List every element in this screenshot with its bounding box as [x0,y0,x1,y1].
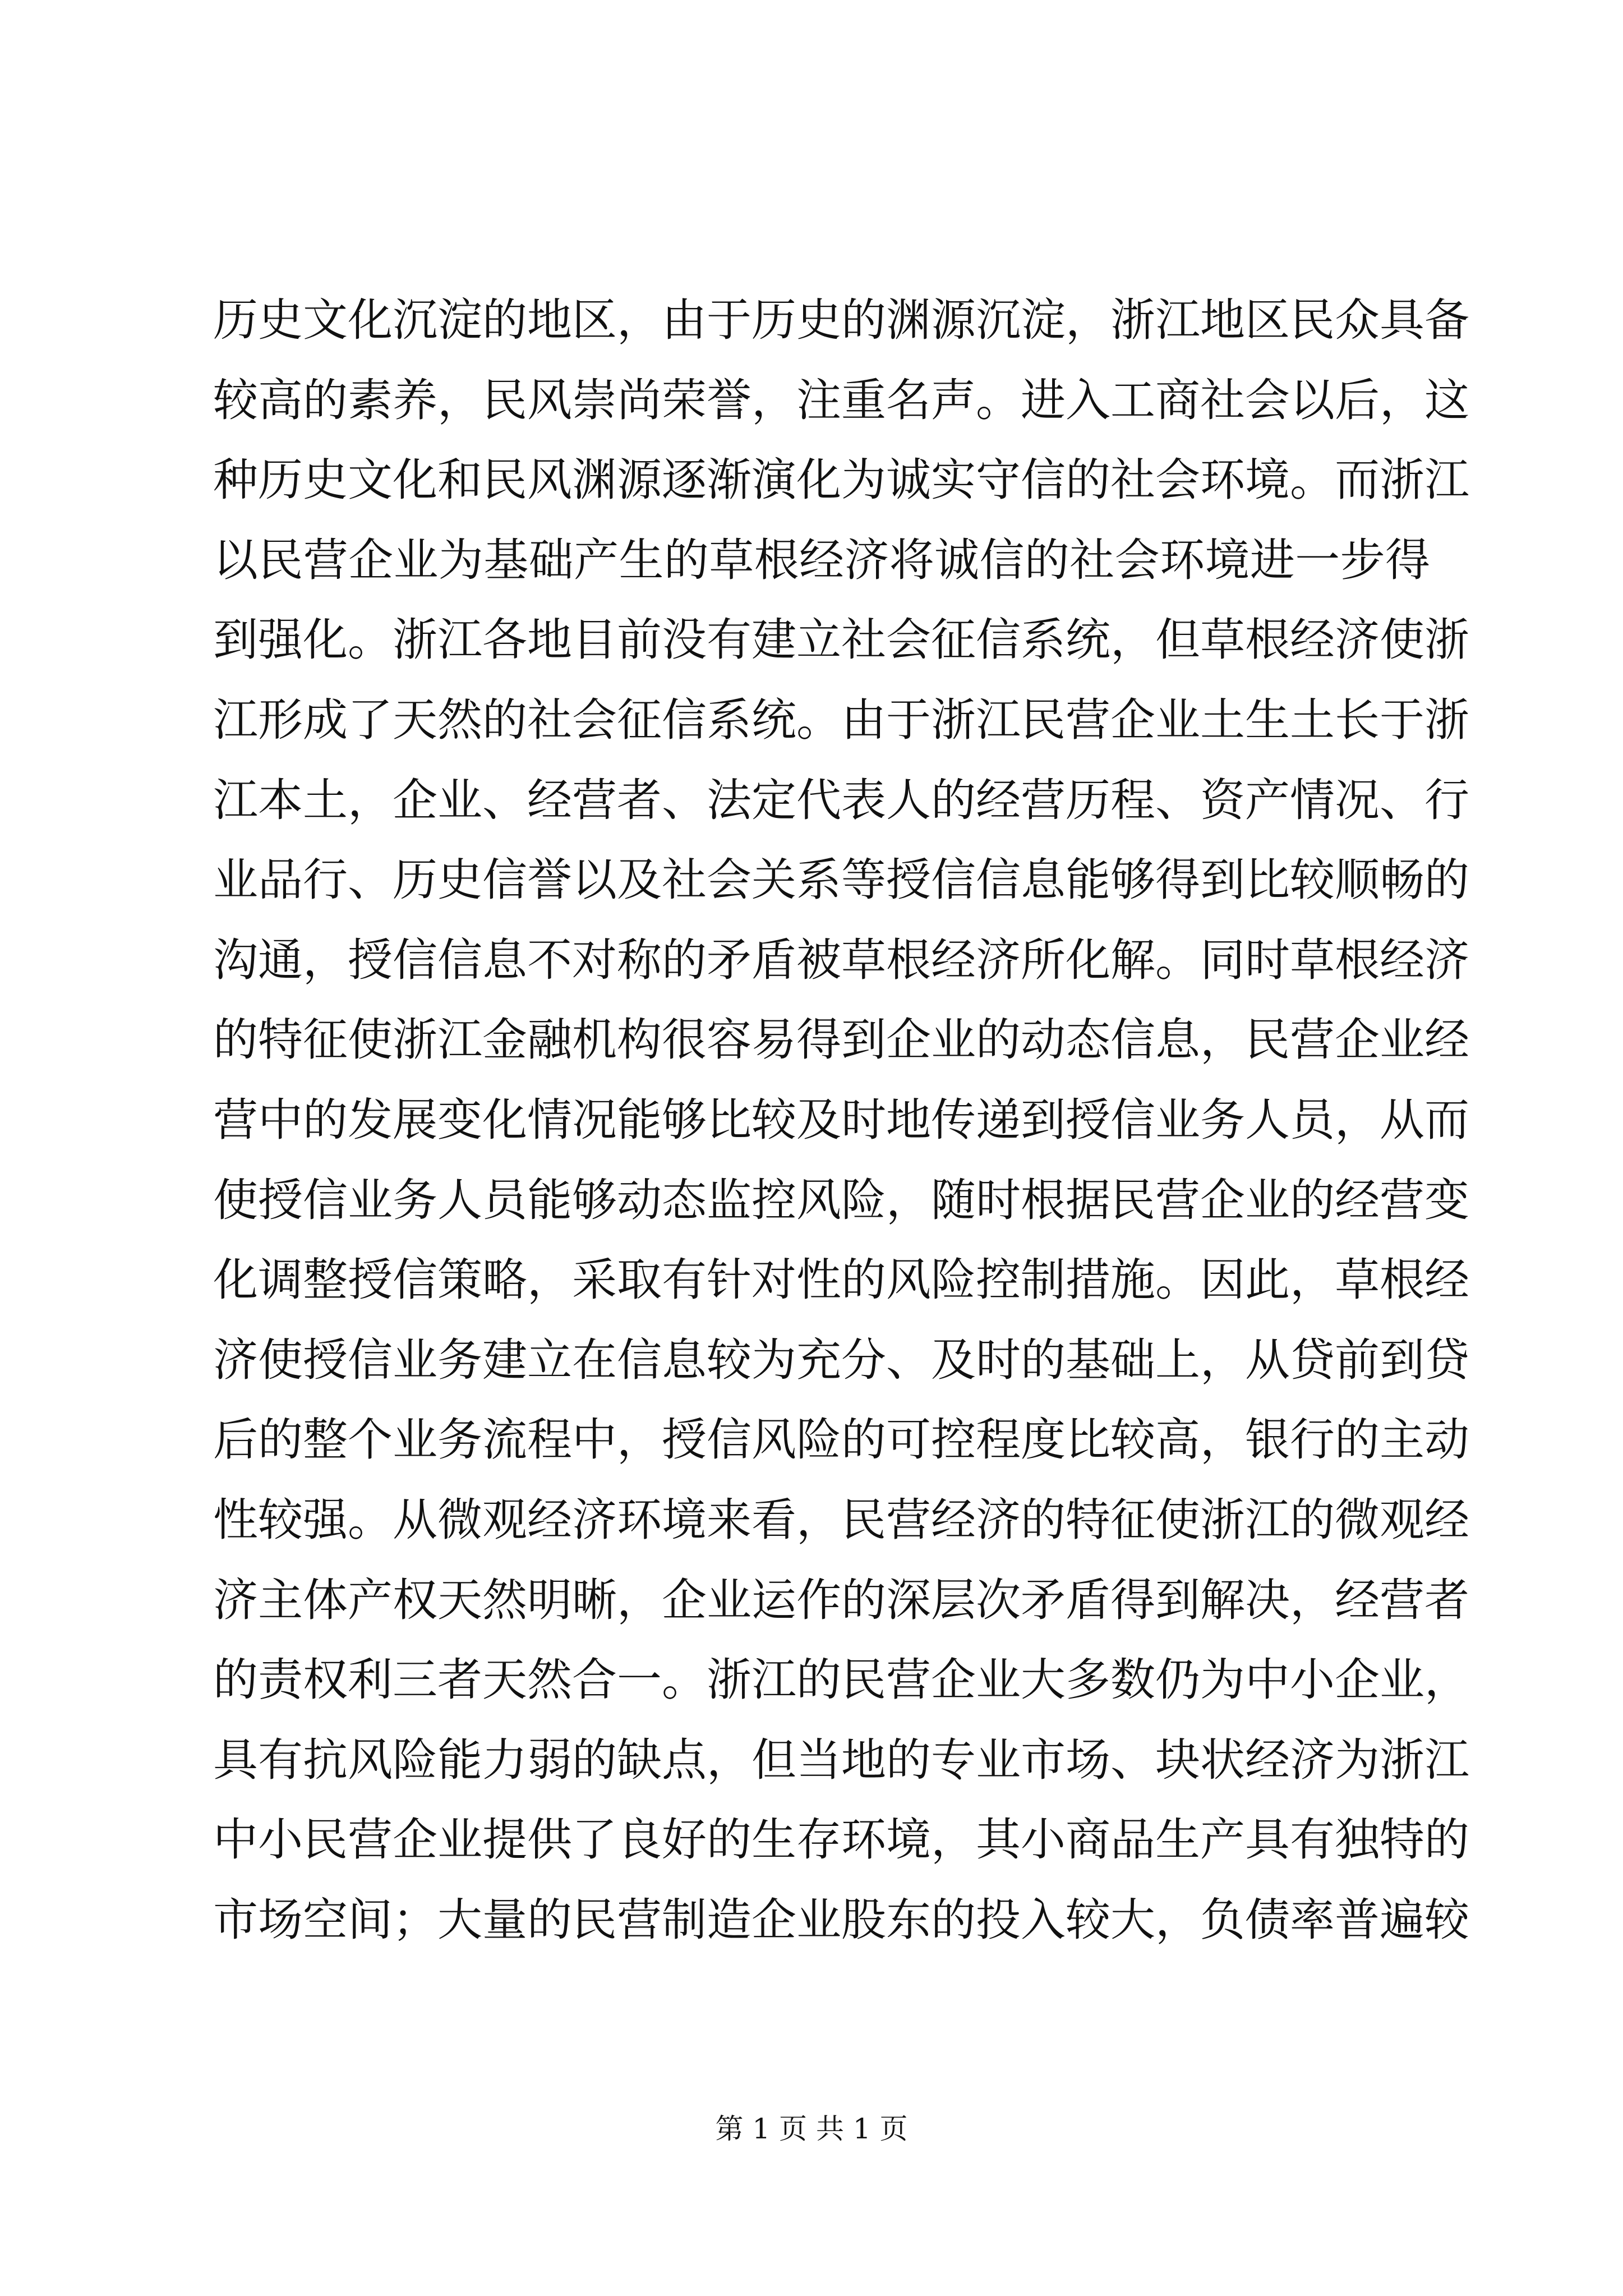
text-line: 较高的素养，民风崇尚荣誉，注重名声。进入工商社会以后，这 [213,374,1469,426]
text-line: 江本土，企业、经营者、法定代表人的经营历程、资产情况、行 [213,774,1469,826]
text-line: 沟通，授信信息不对称的矛盾被草根经济所化解。同时草根经济 [213,933,1469,986]
page-footer: 第 1 页 共 1 页 [715,2113,908,2145]
text-line: 具有抗风险能力弱的缺点，但当地的专业市场、块状经济为浙江 [213,1733,1469,1786]
text-line: 种历史文化和民风渊源逐渐演化为诚实守信的社会环境。而浙江 [213,454,1469,507]
body-text [213,280,1469,1960]
text-line: 营中的发展变化情况能够比较及时地传递到授信业务人员，从而 [213,1093,1469,1146]
text-line: 的特征使浙江金融机构很容易得到企业的动态信息，民营企业经 [213,1014,1469,1066]
text-line: 中小民营企业提供了良好的生存环境，其小商品生产具有独特的 [213,1814,1469,1866]
text-line: 济主体产权天然明晰，企业运作的深层次矛盾得到解决，经营者 [213,1573,1469,1626]
text-line: 业品行、历史信誉以及社会关系等授信信息能够得到比较顺畅的 [213,854,1469,907]
text-line: 使授信业务人员能够动态监控风险，随时根据民营企业的经营变 [213,1174,1469,1226]
text-line: 江形成了天然的社会征信系统。由于浙江民营企业土生土长于浙 [213,693,1469,746]
text-line: 后的整个业务流程中，授信风险的可控程度比较高，银行的主动 [213,1414,1469,1466]
text-line: 性较强。从微观经济环境来看，民营经济的特征使浙江的微观经 [213,1493,1469,1546]
text-line: 济使授信业务建立在信息较为充分、及时的基础上，从贷前到贷 [213,1333,1469,1386]
text-line: 的责权利三者天然合一。浙江的民营企业大多数仍为中小企业， [213,1654,1469,1706]
text-line: 化调整授信策略，采取有针对性的风险控制措施。因此，草根经 [213,1254,1469,1306]
text-line: 到强化。浙江各地目前没有建立社会征信系统，但草根经济使浙 [213,614,1469,666]
text-line: 历史文化沉淀的地区，由于历史的渊源沉淀，浙江地区民众具备 [213,294,1469,346]
text-line: 市场空间；大量的民营制造企业股东的投入较大，负债率普遍较 [213,1893,1469,1946]
text-line: 以民营企业为基础产生的草根经济将诚信的社会环境进一步得 [213,533,1430,586]
